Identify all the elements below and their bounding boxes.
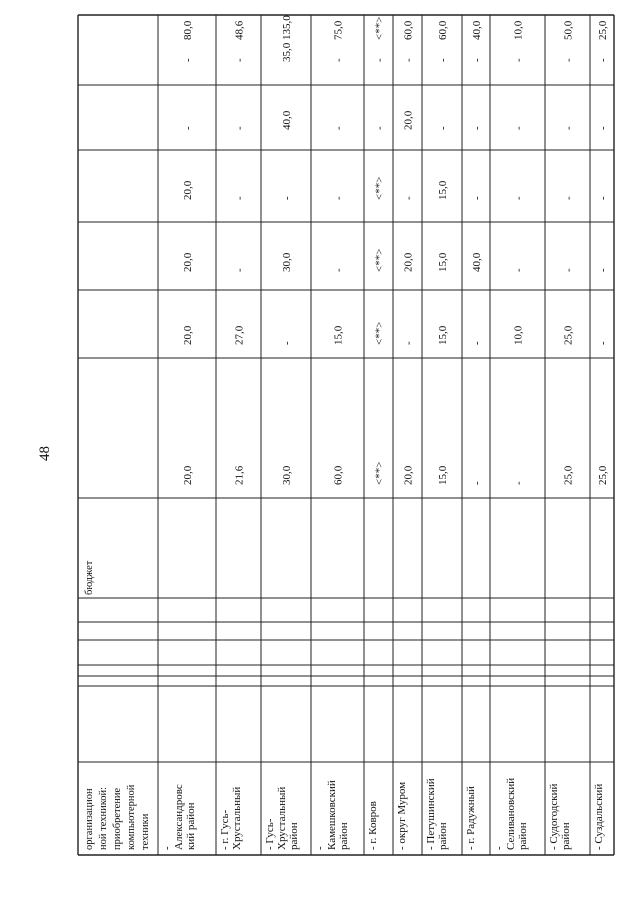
- table-cell-value: -: [373, 58, 386, 62]
- table-cell-value: 10,0: [512, 325, 525, 345]
- row-name: Камешковский: [326, 780, 338, 850]
- row-name: Александровс: [173, 784, 185, 850]
- row-name: -: [493, 846, 505, 850]
- table-cell-value: -: [512, 126, 525, 130]
- table-cell-value: 50,0: [562, 20, 575, 40]
- table-cell-value: -: [332, 126, 345, 130]
- table-cell-value: 25,0: [597, 465, 609, 485]
- table-cell-value: 30,0: [281, 252, 293, 272]
- row-name: район: [560, 822, 572, 850]
- page-number: 48: [37, 446, 53, 461]
- table-cell-value: 75,0: [332, 20, 345, 40]
- heading-text: организацион: [84, 788, 95, 850]
- table-cell-value: -: [471, 481, 483, 485]
- table-cell-value: 15,0: [437, 252, 449, 272]
- table-cell-value: -: [597, 268, 609, 272]
- table-cell-value: -: [471, 196, 483, 200]
- table-cell-value: 15,0: [332, 325, 345, 345]
- row-name: - Суздальский: [593, 783, 605, 850]
- table-cell-value: 135,0: [281, 15, 293, 40]
- table-cell-value: 21,6: [233, 465, 246, 485]
- row-name: -: [314, 846, 326, 850]
- table-cell-value: -: [597, 196, 609, 200]
- table-cell-value: 40,0: [281, 110, 293, 130]
- table-cell-value: 15,0: [437, 325, 449, 345]
- table-cell-value: 20,0: [402, 252, 415, 272]
- table-cell-value: -: [233, 196, 246, 200]
- table-cell-value: 20,0: [182, 465, 194, 485]
- table-cell-value: -: [471, 126, 483, 130]
- table-cell-value: -: [512, 268, 525, 272]
- table-cell-value: -: [402, 196, 415, 200]
- table-cell-value: 60,0: [402, 20, 415, 40]
- table-cell-value: -: [597, 341, 609, 345]
- table-cell-value: -: [402, 58, 415, 62]
- table-cell-value: 30,0: [281, 465, 293, 485]
- table-cell-value: 25,0: [562, 465, 575, 485]
- table-cell-value: -: [597, 126, 609, 130]
- heading-text: компьютерной: [126, 784, 137, 850]
- row-name: - г. Радужный: [465, 786, 477, 850]
- row-name: район: [517, 822, 529, 850]
- table-cell-value: -: [512, 58, 525, 62]
- table-cell-value: 15,0: [437, 180, 449, 200]
- table-cell-value: -: [281, 341, 293, 345]
- table-cell-value: 27,0: [233, 325, 246, 345]
- table-cell-value: 48,6: [233, 20, 246, 40]
- table-cell-value: -: [471, 341, 483, 345]
- table-cell-value: -: [402, 341, 415, 345]
- row-name: Хрустальный: [276, 786, 288, 850]
- table-cell-value: 10,0: [512, 20, 525, 40]
- row-name: Хрустальный: [231, 786, 243, 850]
- row-name: - Петушинский: [425, 778, 437, 850]
- table-cell-value: 25,0: [562, 325, 575, 345]
- table-cell-value: -: [233, 268, 246, 272]
- table-cell-value: 40,0: [471, 252, 483, 272]
- table-cell-value: -: [182, 58, 194, 62]
- table-cell-value: 25,0: [597, 20, 609, 40]
- table-cell-value: <**>: [373, 248, 386, 272]
- table-cell-value: 35,0: [281, 42, 293, 62]
- table-cell-value: <**>: [373, 321, 386, 345]
- table-cell-value: -: [373, 126, 386, 130]
- table-cell-value: -: [562, 58, 575, 62]
- table-cell-value: 15,0: [437, 465, 449, 485]
- table-cell-value: -: [233, 58, 246, 62]
- row-name: район: [288, 822, 300, 850]
- row-name: кий район: [185, 802, 197, 850]
- table-cell-value: -: [562, 268, 575, 272]
- budget-label: бюджет: [84, 560, 95, 595]
- row-name: район: [437, 822, 449, 850]
- table-cell-value: 60,0: [332, 465, 345, 485]
- table-cell-value: 20,0: [182, 180, 194, 200]
- table-cell-value: -: [471, 58, 483, 62]
- row-name: - Гусь-: [264, 818, 276, 850]
- table-cell-value: -: [597, 58, 609, 62]
- table-cell-value: -: [512, 196, 525, 200]
- table-cell-value: -: [182, 126, 194, 130]
- table-cell-value: -: [332, 268, 345, 272]
- table-cell-value: 20,0: [182, 325, 194, 345]
- table-cell-value: -: [562, 126, 575, 130]
- row-name: - г. Ковров: [367, 801, 379, 850]
- row-name: - г. Гусь-: [219, 809, 231, 850]
- row-name: район: [338, 822, 350, 850]
- table-cell-value: 20,0: [182, 252, 194, 272]
- heading-text: ной техникой:: [98, 786, 109, 850]
- table-cell-value: 80,0: [182, 20, 194, 40]
- heading-text: техники: [140, 813, 151, 850]
- row-name: Селивановский: [505, 777, 517, 850]
- table-cell-value: -: [332, 196, 345, 200]
- table-cell-value: 60,0: [437, 20, 449, 40]
- table-cell-value: -: [332, 58, 345, 62]
- row-name: - Судогодский: [548, 783, 560, 850]
- row-name: - округ Муром: [396, 781, 408, 850]
- row-name: -: [161, 846, 173, 850]
- table-cell-value: 20,0: [402, 465, 415, 485]
- table-cell-value: 20,0: [402, 110, 415, 130]
- table-cell-value: -: [562, 196, 575, 200]
- table-cell-value: <**>: [373, 16, 386, 40]
- table-cell-value: <**>: [373, 461, 386, 485]
- table-cell-value: 40,0: [471, 20, 483, 40]
- table-cell-value: -: [281, 196, 293, 200]
- table-cell-value: -: [437, 126, 449, 130]
- table-cell-value: -: [437, 58, 449, 62]
- table-cell-value: <**>: [373, 176, 386, 200]
- table-cell-value: -: [233, 126, 246, 130]
- table-cell-value: -: [512, 481, 525, 485]
- heading-text: приобретение: [112, 787, 123, 850]
